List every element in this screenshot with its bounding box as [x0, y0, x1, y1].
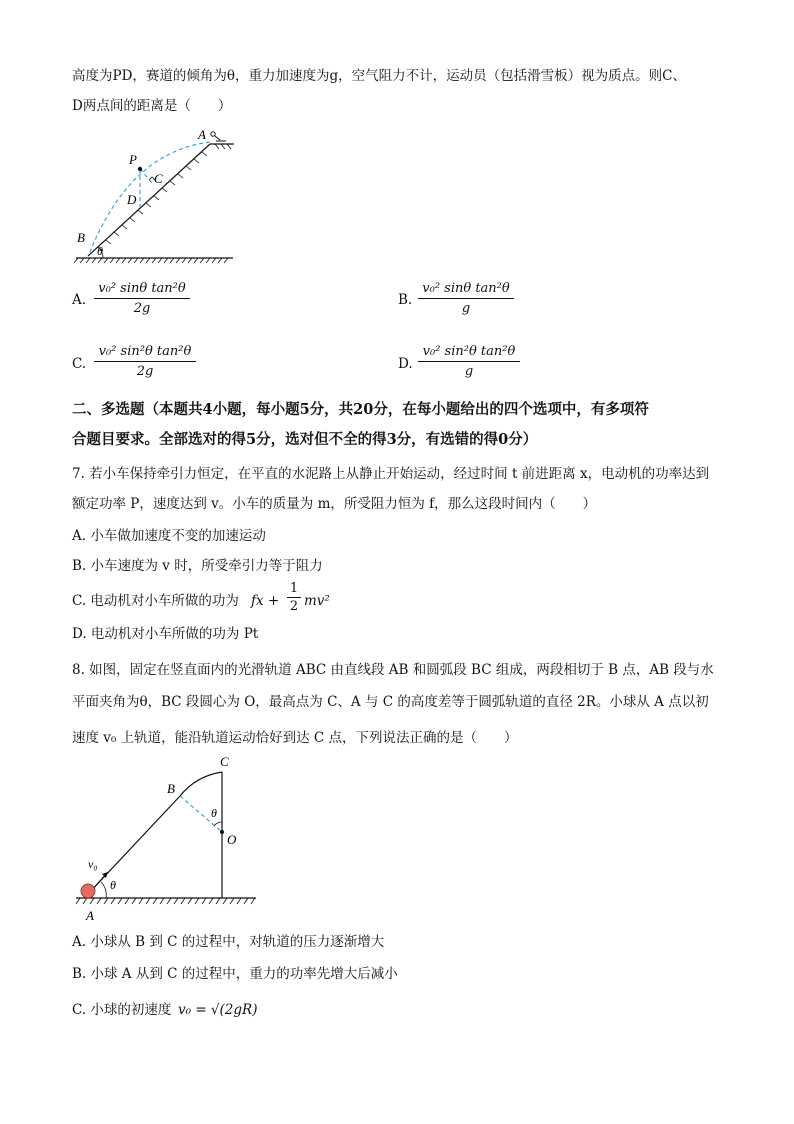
q8-line-1: 8. 如图，固定在竖直面内的光滑轨道 ABC 由直线段 AB 和圆弧段 BC 组成，两段相切于 B 点，AB 段与水	[72, 662, 714, 678]
q7-option-c-formula-post: mv²	[304, 593, 330, 609]
q6-line-1: 高度为PD，赛道的倾角为θ，重力加速度为g，空气阻力不计，运动员（包括滑雪板）视为质点。则C、	[72, 68, 687, 84]
q7-option-b: B. 小车速度为 v 时，所受牵引力等于阻力	[72, 558, 323, 574]
label-theta-a: θ	[110, 878, 116, 892]
q6-option-c-formula	[94, 344, 196, 379]
q6-option-b-label: B.	[398, 292, 413, 308]
angle-arc-o	[214, 822, 222, 826]
q8-option-c-text: C. 小球的初速度	[72, 1002, 172, 1018]
label-theta-o: θ	[211, 806, 217, 820]
q8-option-a: A. 小球从 B 到 C 的过程中，对轨道的压力逐渐增大	[72, 934, 385, 950]
q6-option-c-num: v₀² sin²θ tan²θ	[94, 344, 196, 362]
q6-option-b-num: v₀² sinθ tan²θ	[418, 281, 514, 299]
q6-option-b-formula	[418, 281, 514, 316]
q6-option-c-label: C.	[72, 356, 87, 372]
q6-figure	[70, 124, 240, 266]
label-b: B	[167, 781, 175, 796]
q7-option-c-frac	[287, 581, 301, 614]
q6-option-b-den: g	[461, 301, 471, 316]
q6-option-a-formula	[94, 281, 190, 316]
q8-line-2: 平面夹角为θ，BC 段圆心为 O，最高点为 C、A 与 C 的高度差等于圆弧轨道的直径 2R。小球从 A 点以初	[72, 694, 709, 710]
q6-option-c-den: 2g	[136, 364, 154, 379]
label-a: A	[86, 908, 94, 923]
label-theta: θ	[97, 244, 103, 258]
q8-figure	[72, 752, 262, 924]
label-d: D	[127, 192, 137, 207]
q7-option-c-frac-den: 2	[289, 599, 299, 614]
pc-dashed	[140, 169, 153, 184]
q7-option-c-formula-pre: fx +	[251, 593, 280, 609]
top-hatch	[215, 144, 231, 149]
label-a: A	[198, 127, 206, 142]
label-c: C	[220, 754, 229, 769]
q8-line-3: 速度 v₀ 上轨道，能沿轨道运动恰好到达 C 点，下列说法正确的是（ ）	[72, 730, 518, 746]
q7-line-1: 7. 若小车保持牵引力恒定，在平直的水泥路上从静止开始运动，经过时间 t 前进距离 x，电动机的功率达到	[72, 466, 710, 482]
section2-heading-line-1: 二、多选题（本题共4小题，每小题5分，共20分，在每小题给出的四个选项中，有多项符	[72, 401, 649, 418]
angle-arc-a	[101, 882, 106, 898]
ground-hatch	[76, 898, 255, 904]
track-bc	[180, 772, 222, 796]
q6-option-a-den: 2g	[133, 301, 151, 316]
label-b: B	[77, 230, 85, 245]
q7-line-2: 额定功率 P，速度达到 v。小车的质量为 m，所受阻力恒为 f，那么这段时间内（ ）	[72, 496, 597, 512]
skier-icon	[211, 132, 226, 141]
label-c: C	[154, 171, 163, 186]
q6-option-d-label: D.	[398, 356, 413, 372]
ball-icon	[81, 884, 95, 898]
q7-option-a: A. 小车做加速度不变的加速运动	[72, 528, 266, 544]
q6-option-a-label: A.	[72, 292, 87, 308]
q8-option-c-formula: v₀ = √(2gR)	[178, 1002, 258, 1018]
label-o: O	[227, 832, 237, 847]
q6-option-d-den: g	[464, 364, 474, 379]
center-o	[220, 830, 224, 834]
q7-option-c-text: C. 电动机对小车所做的功为	[72, 593, 239, 609]
q6-option-a-num: v₀² sinθ tan²θ	[94, 281, 190, 299]
ground-hatch	[74, 258, 228, 263]
section2-heading-line-2: 合题目要求。全部选对的得5分，选对但不全的得3分，有选错的得0分）	[72, 431, 538, 448]
point-p	[138, 167, 142, 171]
q7-option-d: D. 电动机对小车所做的功为 Pt	[72, 626, 259, 642]
incline-line	[88, 144, 210, 256]
incline-hatch	[98, 152, 207, 251]
q6-option-d-num: v₀² sin²θ tan²θ	[418, 344, 520, 362]
q8-option-b: B. 小球 A 从到 C 的过程中，重力的功率先增大后减小	[72, 966, 398, 982]
q6-option-d-formula	[418, 344, 520, 379]
q7-option-c-frac-num: 1	[287, 581, 301, 598]
q6-line-2: D两点间的距离是（ ）	[72, 98, 232, 114]
trajectory-dashed	[90, 142, 210, 252]
label-p: P	[129, 152, 137, 167]
label-v0: v₀	[88, 857, 98, 871]
